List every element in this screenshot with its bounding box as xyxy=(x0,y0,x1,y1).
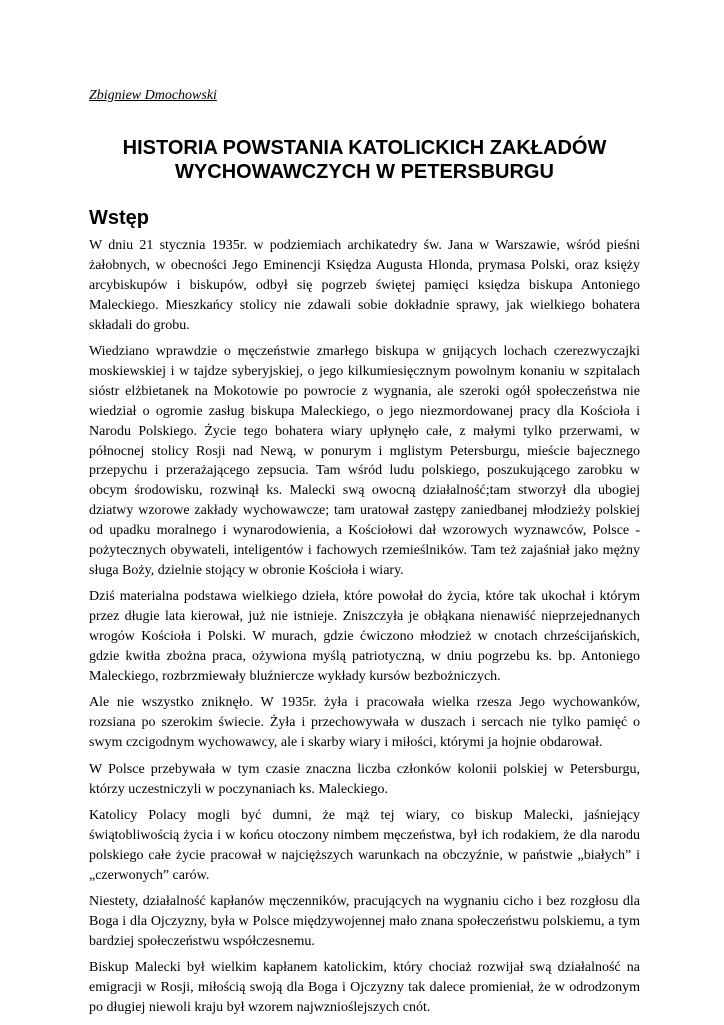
title-line-2: WYCHOWAWCZYCH W PETERSBURGU xyxy=(175,161,554,183)
paragraph-4: Ale nie wszystko zniknęło. W 1935r. żyła i pracowała wielka rzesza Jego wychowanków, rozsiana po szerokim świecie. Żyła i przechowywała w duszach i sercach nie tylko pamięć o swym czcigodnym wychowawcy, ale i skarby wiary i miłości, którymi ja hojnie obdarował. xyxy=(89,695,640,751)
paragraph-5: W Polsce przebywała w tym czasie znaczna liczba członków kolonii polskiej w Petersburgu, którzy uczestniczyli w poczynaniach ks. Maleckiego. xyxy=(89,761,640,797)
paragraph-7: Niestety, działalność kapłanów męczenników, pracujących na wygnaniu cicho i bez rozgłosu dla Boga i dla Ojczyzny, była w Polsce międzywojennej mało znana społeczeństwu polskiemu, a tym bardziej społeczeństwu współczesnemu. xyxy=(89,894,640,949)
paragraph-6: Katolicy Polacy mogli być dumni, że mąż tej wiary, co biskup Malecki, jaśniejący świątobliwością życia i w końcu otoczony nimbem męczeństwa, był ich rodakiem, że dla narodu polskiego całe życie pracował w najcięższych warunkach na obczyźnie, w państwie „białych” i „czerwonych” carów. xyxy=(89,807,640,883)
author-name: Zbigniew Dmochowski xyxy=(89,88,217,103)
paragraph-2: Wiedziano wprawdzie o męczeństwie zmarłego biskupa w gnijących lochach czerezwyczajki moskiewskiej i w tajdze syberyjskiej, o jego kilkumiesięcznym powolnym konaniu w szpitalach sióstr elżbietanek na Mokotowie po powrocie z wygnania, ale szeroki ogół społeczeństwa nie wiedział o ogromie zasług biskupa Maleckiego, o jego niezmordowanej pracy dla Kościoła i Narodu Polskiego. Życie tego bohatera wiary upłynęło całe, z małymi tylko przerwami, w północnej stolicy Rosji nad Newą, w ponurym i mglistym Petersburgu, mieście bajecznego przepychu i przerażającego zepsucia. Tam wśród ludu polskiego, poszukującego zarobku w obcym środowisku, rozwinął ks. Malecki swą owocną działalność;tam stworzył dla ubogiej dziatwy wzorowe zakłady wychowawcze; tam uratował zastępy zaniedbanej młodzieży polskiej od upadku moralnego i wynarodowienia, a Kościołowi dał wzorowych wyznawców, Polsce - pożytecznych obywateli, inteligentów i fachowych rzemieślników. Tam też zajaśniał jako mężny sługa Boży, dzielnie stojący w obronie Kościoła i wiary. xyxy=(89,344,640,578)
paragraph-1: W dniu 21 stycznia 1935r. w podziemiach archikatedry św. Jana w Warszawie, wśród pieśni żałobnych, w obecności Jego Eminencji Księdza Augusta Hlonda, prymasa Polski, oraz księży arcybiskupów i biskupów, odbył się pogrzeb świętej pamięci księdza biskupa Antoniego Maleckiego. Mieszkańcy stolicy nie zdawali sobie dokładnie sprawy, jak wielkiego bohatera składali do grobu. xyxy=(89,238,640,333)
paragraph-3: Dziś materialna podstawa wielkiego dzieła, które powołał do życia, które tak ukochał i którym przez długie lata kierował, już nie istnieje. Zniszczyła je obłąkana nienawiść nieprzejednanych wrogów Kościoła i Polski. W murach, gdzie ćwiczono młodzież w cnotach chrześcijańskich, gdzie kwitła zbożna praca, ożywiona myślą patriotyczną, w dniu pogrzebu ks. bp. Antoniego Maleckiego, rozbrzmiewały bluźniercze wykłady kursów bezbożniczych. xyxy=(89,589,640,685)
paragraph-8: Biskup Malecki był wielkim kapłanem katolickim, który chociaż rozwijał swą działalność na emigracji w Rosji, miłością swoją dla Boga i Ojczyzny tak dalece promieniał, że w odrodzonym po długiej niewoli kraju był wzorem najwznioślejszych cnót. xyxy=(89,960,640,1016)
document-title xyxy=(89,136,640,184)
title-line-1: HISTORIA POWSTANIA KATOLICKICH ZAKŁADÓW xyxy=(122,137,607,159)
section-heading: Wstęp xyxy=(89,207,149,229)
body-text xyxy=(89,236,640,1025)
